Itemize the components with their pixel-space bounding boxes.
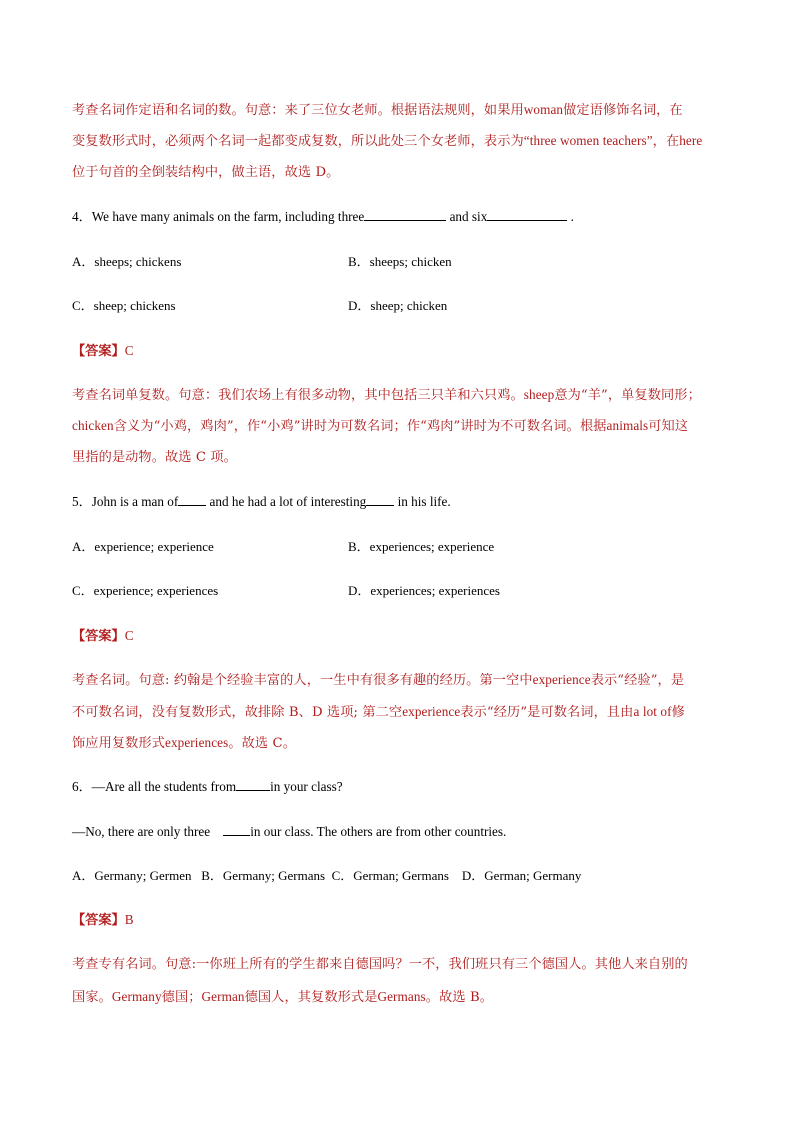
q5-blank-1 <box>178 493 206 506</box>
q5-exp-text: 修 <box>671 705 685 720</box>
q5-exp-text: 表示“经历”是可数名词，且由 <box>460 705 634 720</box>
q4-exp-text: 意为“羊”，单复数同形； <box>554 388 701 403</box>
q4-option-d: D．sheep; chicken <box>348 298 448 313</box>
q4-explanation-line-3: 里指的是动物。故选 C 项。 <box>72 450 237 465</box>
q5-explanation-line-2 <box>72 702 685 723</box>
answer-label: 【答案】 <box>72 629 125 644</box>
q5-option-a: A．experience; experience <box>72 539 214 554</box>
q4-explanation-line-2 <box>72 416 688 437</box>
answer-value: C <box>124 628 134 643</box>
q3-explanation-line-1 <box>72 100 683 121</box>
q6-stem-text: in your class? <box>270 779 343 794</box>
q6-answer <box>72 910 134 931</box>
q4-stem-text: . <box>570 209 574 224</box>
q3-exp-text: ，在 <box>652 134 680 149</box>
q5-exp-term: experience <box>532 672 591 687</box>
answer-value: C <box>124 343 134 358</box>
q6-explanation-line-1: 考查专有名词。句意:一你班上所有的学生都来自德国吗？一不，我们班只有三个德国人。其他人来自别的 <box>72 957 688 972</box>
q4-blank-1 <box>364 208 446 221</box>
q3-exp-term: woman <box>523 102 564 117</box>
q5-stem-text: 5．John is a man of <box>72 494 179 509</box>
q4-exp-term: chicken <box>72 418 114 433</box>
q6-stem-1 <box>72 777 343 797</box>
q5-exp-term: experiences <box>165 735 229 750</box>
q6-exp-text: 国家。 <box>72 990 112 1005</box>
q6-exp-term: German <box>201 989 245 1004</box>
q5-exp-text: 考查名词。句意: 约翰是个经验丰富的人，一生中有很多有趣的经历。第一空中 <box>72 673 533 688</box>
q6-options: A．Germany; Germen B．Germany; Germans C．German; Germans D．German; Germany <box>72 868 582 883</box>
q4-exp-text: 可知这 <box>648 419 689 434</box>
q5-exp-text: 表示“经验”，是 <box>590 673 685 688</box>
q6-stem-2 <box>72 822 506 842</box>
q6-exp-text: 德国； <box>161 990 202 1005</box>
q4-option-c: C．sheep; chickens <box>72 298 176 313</box>
q6-blank-1 <box>236 778 270 791</box>
q6-exp-text: 。故选 B。 <box>425 990 494 1005</box>
q6-exp-term: Germans <box>377 989 426 1004</box>
q5-exp-text: 饰应用复数形式 <box>72 736 166 751</box>
q4-stem <box>72 207 574 227</box>
q5-exp-term: a lot of <box>633 704 672 719</box>
q6-exp-term: Germany <box>111 989 162 1004</box>
q6-explanation-line-2 <box>72 987 493 1008</box>
q4-option-a: A．sheeps; chickens <box>72 254 182 269</box>
q4-stem-text: 4．We have many animals on the farm, including three <box>72 209 365 224</box>
q6-stem-text: —No, there are only three <box>72 824 211 839</box>
answer-label: 【答案】 <box>72 913 125 928</box>
q5-exp-text: 。故选 C。 <box>228 736 296 751</box>
q3-exp-term: “three women teachers” <box>523 133 653 148</box>
q5-option-d: D．experiences; experiences <box>348 583 500 598</box>
q3-exp-term: here <box>679 133 703 148</box>
q4-exp-text: 考查名词单复数。句意：我们农场上有很多动物，其中包括三只羊和六只鸡。 <box>72 388 524 403</box>
q6-blank-2 <box>223 823 250 836</box>
q5-blank-2 <box>366 493 394 506</box>
q4-answer <box>72 341 134 362</box>
q5-explanation-line-1 <box>72 670 684 691</box>
q3-exp-text: 考查名词作定语和名词的数。句意：来了三位女老师。根据语法规则，如果用 <box>72 103 524 118</box>
q3-exp-text: 做定语修饰名词，在 <box>563 103 683 118</box>
q5-exp-text: 不可数名词，没有复数形式，故排除 B、D 选项; 第二空 <box>72 705 403 720</box>
q5-option-c: C．experience; experiences <box>72 583 219 598</box>
answer-label: 【答案】 <box>72 344 125 359</box>
q3-explanation-line-2 <box>72 131 702 152</box>
q4-exp-text: 含义为“小鸡，鸡肉”，作“小鸡”讲时为可数名词；作“鸡肉”讲时为不可数名词。根据 <box>113 419 607 434</box>
q3-exp-text: 变复数形式时，必须两个名词一起都变成复数，所以此处三个女老师，表示为 <box>72 134 524 149</box>
q4-exp-term: sheep <box>523 387 555 402</box>
q4-exp-term: animals <box>606 418 649 433</box>
q4-option-b: B．sheeps; chicken <box>348 254 452 269</box>
q5-stem-text: and he had a lot of interesting <box>209 494 367 509</box>
q6-stem-text: 6．—Are all the students from <box>72 779 237 794</box>
q5-exp-term: experience <box>402 704 461 719</box>
q5-answer <box>72 626 134 647</box>
q5-explanation-line-3 <box>72 733 296 754</box>
q4-blank-2 <box>487 208 567 221</box>
q6-stem-text: in our class. The others are from other countries. <box>250 824 507 839</box>
answer-value: B <box>124 912 134 927</box>
q5-option-b: B．experiences; experience <box>348 539 495 554</box>
q5-stem <box>72 492 451 512</box>
q6-exp-text: 德国人，其复数形式是 <box>244 990 378 1005</box>
q5-stem-text: in his life. <box>397 494 451 509</box>
q4-stem-text: and six <box>449 209 488 224</box>
q3-explanation-line-3: 位于句首的全倒装结构中，做主语，故选 D。 <box>72 165 340 180</box>
q4-explanation-line-1 <box>72 385 701 406</box>
